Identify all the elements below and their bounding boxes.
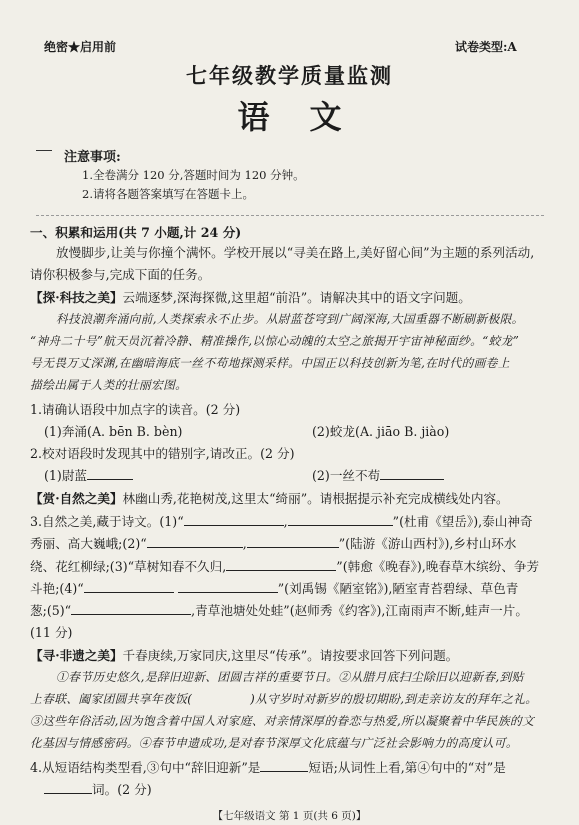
q3-text: 斗艳;(4)“ xyxy=(30,581,84,596)
q2-item-label: (2)一丝不苟 xyxy=(312,468,381,483)
answer-blank[interactable] xyxy=(178,582,278,593)
intro-line: 放慢脚步,让美与你撞个满怀。学校开展以“寻美在路上,美好留心间”为主题的系列活动, xyxy=(56,245,535,260)
passage-line: 描绘出属于人类的壮丽宏图。 xyxy=(30,378,188,392)
task-appreciate xyxy=(30,488,509,507)
question-3-line xyxy=(30,556,539,575)
q3-text: ”(刘禹锡《陋室铭》),陋室青苔碧绿、草色青 xyxy=(277,581,519,596)
question-3-line xyxy=(30,578,518,597)
task-desc: 林幽山秀,花艳树茂,这里太“绮丽”。请根据提示补充完成横线处内容。 xyxy=(122,491,509,506)
q3-text: , xyxy=(242,536,247,551)
answer-blank[interactable] xyxy=(44,783,92,794)
answer-blank[interactable] xyxy=(184,515,284,526)
q1-option-2: (2)蛟龙(A. jiāo B. jiào) xyxy=(312,424,450,439)
q2-item-2 xyxy=(312,465,444,484)
q2-item-label: (1)尉蓝 xyxy=(44,468,88,483)
question-2: 2.校对语段时发现其中的错别字,请改正。(2 分) xyxy=(30,446,295,461)
answer-blank[interactable] xyxy=(260,761,308,772)
divider xyxy=(36,215,544,216)
question-3-line xyxy=(30,600,528,619)
task-explore xyxy=(30,287,471,306)
notice-item: 2.请将各题答案填写在答题卡上。 xyxy=(82,187,254,201)
notice-heading: 注意事项: xyxy=(64,150,121,165)
question-3-line xyxy=(30,511,533,530)
q4-text: 短语;从词性上看,第④句中的“对”是 xyxy=(308,760,506,775)
question-1: 1.请确认语段中加点字的读音。(2 分) xyxy=(30,402,241,417)
page-title: 七年级教学质量监测 xyxy=(186,63,393,88)
q3-text: , xyxy=(283,514,288,529)
question-4-line xyxy=(30,757,506,776)
answer-blank[interactable] xyxy=(147,537,243,548)
q3-text: 秀丽、高大巍峨;(2)“ xyxy=(30,536,147,551)
q3-text: 绕、花红柳绿;(3)“草树知春不久归, xyxy=(30,559,227,574)
passage-line: “神舟二十号”航天员沉着冷静、精准操作,以惊心动魄的太空之旅揭开宇宙神秘面纱。“蛟龙” xyxy=(30,334,520,348)
passage-line: 化基因与情感密码。④春节申遗成功,是对春节深厚文化底蕴与广泛社会影响力的高度认可。 xyxy=(30,736,518,750)
passage-line xyxy=(30,690,537,707)
task-seek xyxy=(30,645,458,664)
subject-title: 语文 xyxy=(237,98,382,136)
answer-blank[interactable] xyxy=(87,469,133,480)
q3-text: ”(杜甫《望岳》),泰山神奇 xyxy=(392,514,533,529)
task-tag: 【赏·自然之美】 xyxy=(30,491,123,506)
q3-text: ,青草池塘处处蛙”(赵师秀《约客》),江南雨声不断,蛙声一片。 xyxy=(191,603,528,618)
answer-blank[interactable] xyxy=(226,560,336,571)
answer-blank[interactable] xyxy=(84,582,174,593)
section-heading: 一、积累和运用(共 7 小题,计 24 分) xyxy=(30,225,242,240)
question-3-line xyxy=(30,533,516,552)
q4-text: 词。(2 分) xyxy=(92,782,152,797)
q3-text: ”(陆游《游山西村》),乡村山环水 xyxy=(338,536,517,551)
passage-text: )从守岁时对新岁的殷切期盼,到走亲访友的拜年之礼。 xyxy=(250,692,538,706)
passage-line: ③这些年俗活动,因为饱含着中国人对家庭、对亲情深厚的眷恋与热爱,所以凝聚着中华民族的文 xyxy=(30,714,535,728)
passage-text: 上春联、阖家团圆共享年夜饭( xyxy=(30,692,193,706)
answer-blank[interactable] xyxy=(247,537,339,548)
q3-text: 3.自然之美,藏于诗文。(1)“ xyxy=(30,514,184,529)
passage-line: ①春节历史悠久,是辞旧迎新、团圆吉祥的重要节日。②从腊月底扫尘除旧以迎新春,到贴 xyxy=(56,670,524,684)
intro-line: 请你积极参与,完成下面的任务。 xyxy=(30,267,211,282)
q2-item-1 xyxy=(44,465,133,484)
question-4-line xyxy=(44,779,152,798)
task-desc: 云端逐梦,深海探微,这里超“前沿”。请解决其中的语文字问题。 xyxy=(122,290,471,305)
q3-score: (11 分) xyxy=(30,625,73,640)
paper-type-label: 试卷类型:A xyxy=(455,40,517,54)
task-desc: 千春庚续,万家同庆,这里尽“传承”。请按要求回答下列问题。 xyxy=(122,648,459,663)
answer-blank[interactable] xyxy=(71,604,191,615)
passage-line: 科技浪潮奔涌向前,人类探索永不止步。从尉蓝苍穹到广阔深海,大国重器不断刷新极限。 xyxy=(56,312,524,326)
task-tag: 【探·科技之美】 xyxy=(30,290,123,305)
q1-option-1: (1)奔涌(A. bēn B. bèn) xyxy=(44,424,183,439)
notice-item: 1.全卷满分 120 分,答题时间为 120 分钟。 xyxy=(82,168,305,182)
q3-text: ”(韩愈《晚春》),晚春草木缤纷、争芳 xyxy=(336,559,540,574)
passage-line: 号无畏万丈深渊,在幽暗海底一丝不苟地探测采样。中国正以科技创新为笔,在时代的画卷上 xyxy=(30,356,510,370)
q4-text: 4.从短语结构类型看,③句中“辞旧迎新”是 xyxy=(30,760,261,775)
page-footer: 【七年级语文 第 1 页(共 6 页)】 xyxy=(212,810,367,822)
q3-text: 葱;(5)“ xyxy=(30,603,72,618)
task-tag: 【寻·非遗之美】 xyxy=(30,648,123,663)
confidential-label: 绝密★启用前 xyxy=(44,40,117,54)
answer-blank[interactable] xyxy=(380,469,444,480)
margin-mark xyxy=(36,150,52,151)
answer-blank[interactable] xyxy=(288,515,393,526)
